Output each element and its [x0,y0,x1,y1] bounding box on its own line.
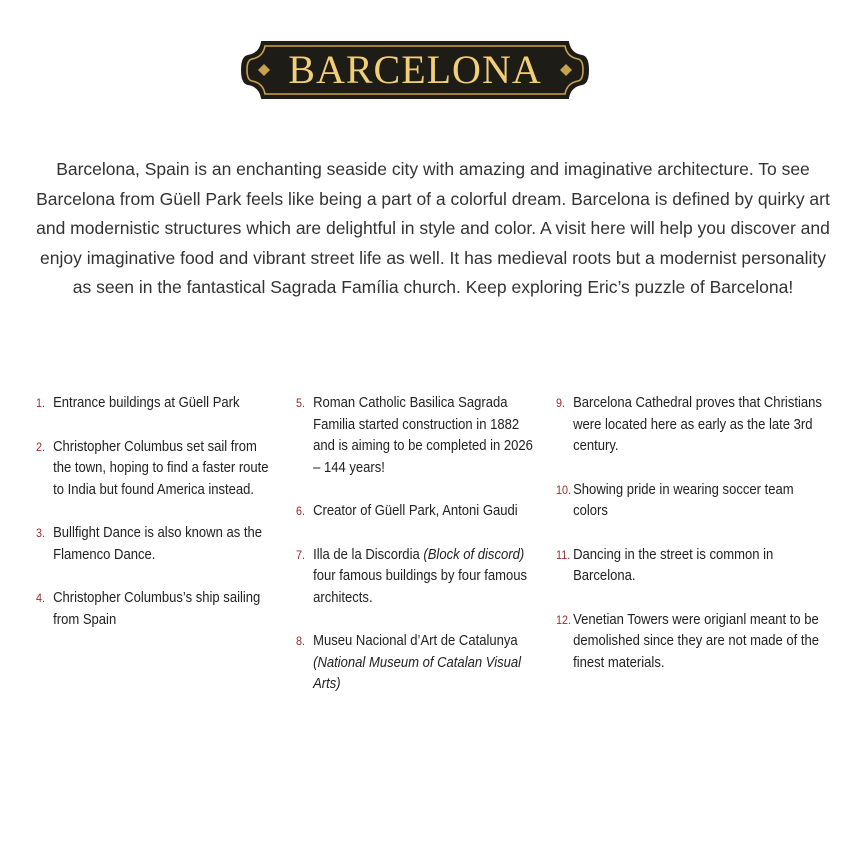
item-text: Christopher Columbus set sail from the town, hoping to find a faster route to India but found America instead. [53,438,269,498]
list-item [36,437,276,502]
item-number: 2. [36,439,46,454]
list-column-1 [36,393,276,653]
list-item [36,588,276,631]
item-text-after: four famous buildings by four famous architects. [313,568,528,606]
item-text: Bullfight Dance is also known as the Flamenco Dance. [53,525,263,563]
item-text: Barcelona Cathedral proves that Christians were located here as early as the late 3rd century. [573,395,822,454]
item-text: Christopher Columbus’s ship sailing from Spain [53,590,261,628]
list-item [296,545,540,610]
intro-paragraph: Barcelona, Spain is an enchanting seaside city with amazing and imaginative architecture. To see Barcelona from Güell Park feels like being a part of a colorful dream. Barcelona is defined by quirky art and modernistic structures which are delightful in style and color. A visit here will help you discover and enjoy imaginative food and vibrant street life as well. It has medieval roots but a modernist personality as seen in the fantastical Sagrada Família church. Keep exploring Eric’s puzzle of Barcelona! [36,159,830,297]
item-text-italic: (National Museum of Catalan Visual Arts) [313,654,522,692]
item-text: Showing pride in wearing soccer team colors [573,481,794,519]
title-plaque [240,40,590,100]
list-item [556,393,826,458]
item-text: Roman Catholic Basilica Sagrada Familia started construction in 1882 and is aiming to be completed in 2026 – 144 years! [313,395,533,476]
item-number: 7. [296,547,306,562]
item-text [313,631,540,696]
list-column-2 [296,393,540,718]
item-text: Creator of Güell Park, Antoni Gaudi [313,503,518,519]
item-text-italic: (Block of discord) [423,546,525,563]
item-number: 6. [296,504,306,518]
list-item [296,393,540,479]
item-number: 4. [36,591,46,605]
item-text [313,545,540,610]
list-column-3 [556,393,826,696]
item-number: 10. [556,482,572,497]
list-item [556,545,826,588]
item-text: Entrance buildings at Güell Park [53,395,240,411]
item-number: 1. [36,396,46,410]
item-text: Venetian Towers were origianl meant to be demolished since they are not made of the finest materials. [573,611,820,671]
list-item [36,393,276,415]
item-number: 12. [556,612,572,627]
item-number: 3. [36,526,46,540]
item-text-main: Illa de la Discordia [313,546,420,563]
list-item [296,501,540,523]
list-item [556,480,826,523]
item-number: 11. [556,547,571,562]
item-text: Dancing in the street is common in Barcelona. [573,546,774,584]
item-number: 9. [556,396,566,410]
item-text-main: Museu Nacional d’Art de Catalunya [313,633,518,649]
list-item [556,610,826,675]
list-item [36,523,276,566]
page-title: BARCELONA [288,47,542,92]
item-number: 8. [296,634,306,648]
item-number: 5. [296,396,306,410]
list-item [296,631,540,696]
